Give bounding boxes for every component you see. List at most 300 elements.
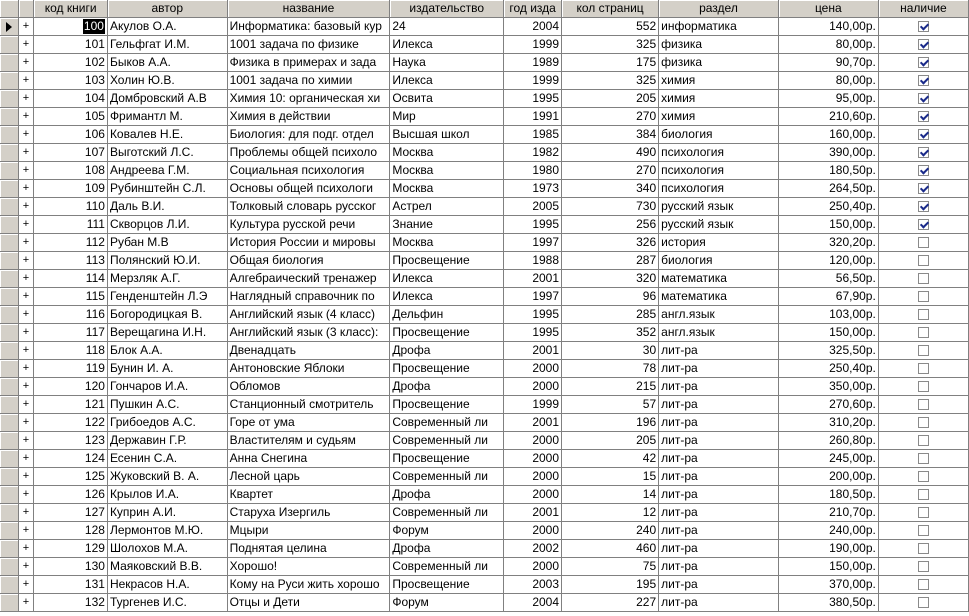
cell-publisher[interactable]: Просвещение xyxy=(390,450,504,468)
cell-publisher[interactable]: Илекса xyxy=(390,72,504,90)
cell-title[interactable]: Антоновские Яблоки xyxy=(228,360,391,378)
availability-checkbox[interactable] xyxy=(918,291,929,302)
cell-author[interactable]: Лермонтов М.Ю. xyxy=(108,522,228,540)
cell-id[interactable] xyxy=(34,576,108,594)
expand-row-button[interactable]: + xyxy=(19,450,35,468)
cell-year[interactable]: 1999 xyxy=(504,36,562,54)
table-row[interactable] xyxy=(0,486,969,504)
cell-publisher[interactable]: Москва xyxy=(390,180,504,198)
table-row[interactable] xyxy=(0,360,969,378)
cell-section[interactable]: англ.язык xyxy=(659,324,779,342)
availability-checkbox[interactable] xyxy=(918,597,929,608)
cell-id[interactable] xyxy=(34,486,108,504)
cell-id[interactable] xyxy=(34,432,108,450)
cell-title[interactable]: Наглядный справочник по xyxy=(228,288,391,306)
cell-title[interactable]: Основы общей психологи xyxy=(228,180,391,198)
cell-price[interactable]: 150,00р. xyxy=(779,558,879,576)
cell-author[interactable]: Фримантл М. xyxy=(108,108,228,126)
cell-title[interactable]: Химия в действии xyxy=(228,108,391,126)
row-selector[interactable] xyxy=(0,342,19,360)
availability-checkbox[interactable] xyxy=(918,111,929,122)
cell-id[interactable] xyxy=(34,414,108,432)
cell-price[interactable]: 310,20р. xyxy=(779,414,879,432)
cell-author[interactable]: Державин Г.Р. xyxy=(108,432,228,450)
cell-id[interactable] xyxy=(34,162,108,180)
cell-publisher[interactable]: Москва xyxy=(390,162,504,180)
cell-year[interactable]: 1997 xyxy=(504,234,562,252)
cell-pages[interactable]: 285 xyxy=(562,306,659,324)
expand-row-button[interactable]: + xyxy=(19,378,35,396)
cell-pages[interactable]: 215 xyxy=(562,378,659,396)
availability-checkbox[interactable] xyxy=(918,219,929,230)
row-selector[interactable] xyxy=(0,72,19,90)
expand-row-button[interactable]: + xyxy=(19,270,35,288)
cell-pages[interactable]: 320 xyxy=(562,270,659,288)
availability-checkbox[interactable] xyxy=(918,93,929,104)
cell-publisher[interactable]: Просвещение xyxy=(390,396,504,414)
cell-year[interactable]: 2003 xyxy=(504,576,562,594)
cell-section[interactable]: лит-ра xyxy=(659,468,779,486)
cell-section[interactable]: лит-ра xyxy=(659,504,779,522)
cell-section[interactable]: физика xyxy=(659,36,779,54)
select-all-corner[interactable] xyxy=(0,0,19,18)
table-row[interactable] xyxy=(0,198,969,216)
cell-author[interactable]: Гончаров И.А. xyxy=(108,378,228,396)
cell-year[interactable]: 1985 xyxy=(504,126,562,144)
cell-year[interactable]: 2000 xyxy=(504,378,562,396)
cell-title[interactable]: Алгебраический тренажер xyxy=(228,270,391,288)
table-row[interactable] xyxy=(0,234,969,252)
row-selector[interactable] xyxy=(0,252,19,270)
cell-publisher[interactable]: 24 xyxy=(390,18,504,36)
availability-checkbox[interactable] xyxy=(918,525,929,536)
cell-pages[interactable]: 352 xyxy=(562,324,659,342)
cell-section[interactable]: химия xyxy=(659,90,779,108)
table-row[interactable] xyxy=(0,378,969,396)
expand-row-button[interactable]: + xyxy=(19,72,35,90)
expand-row-button[interactable]: + xyxy=(19,234,35,252)
cell-title[interactable]: Старуха Изергиль xyxy=(228,504,391,522)
cell-publisher[interactable]: Дрофа xyxy=(390,342,504,360)
cell-title[interactable]: Обломов xyxy=(228,378,391,396)
cell-price[interactable]: 210,70р. xyxy=(779,504,879,522)
cell-year[interactable]: 2004 xyxy=(504,594,562,612)
table-row[interactable] xyxy=(0,540,969,558)
cell-pages[interactable]: 196 xyxy=(562,414,659,432)
table-row[interactable] xyxy=(0,72,969,90)
cell-price[interactable]: 264,50р. xyxy=(779,180,879,198)
cell-title[interactable]: Толковый словарь русског xyxy=(228,198,391,216)
cell-title[interactable]: Горе от ума xyxy=(228,414,391,432)
row-selector[interactable] xyxy=(0,594,19,612)
row-selector[interactable] xyxy=(0,162,19,180)
column-header-publisher[interactable]: издательство xyxy=(390,0,504,18)
cell-publisher[interactable]: Москва xyxy=(390,144,504,162)
cell-author[interactable]: Гельфгат И.М. xyxy=(108,36,228,54)
cell-id[interactable] xyxy=(34,270,108,288)
cell-id[interactable] xyxy=(34,558,108,576)
cell-section[interactable]: лит-ра xyxy=(659,360,779,378)
expand-row-button[interactable]: + xyxy=(19,360,35,378)
cell-author[interactable]: Бунин И. А. xyxy=(108,360,228,378)
cell-publisher[interactable]: Дрофа xyxy=(390,486,504,504)
cell-year[interactable]: 1982 xyxy=(504,144,562,162)
row-selector[interactable] xyxy=(0,576,19,594)
cell-author[interactable]: Генденштейн Л.Э xyxy=(108,288,228,306)
cell-section[interactable]: психология xyxy=(659,180,779,198)
cell-title[interactable]: Поднятая целина xyxy=(228,540,391,558)
cell-year[interactable]: 2001 xyxy=(504,270,562,288)
table-row[interactable] xyxy=(0,342,969,360)
expand-row-button[interactable]: + xyxy=(19,108,35,126)
cell-year[interactable]: 2000 xyxy=(504,360,562,378)
cell-title[interactable]: Общая биология xyxy=(228,252,391,270)
row-selector[interactable] xyxy=(0,432,19,450)
cell-id[interactable] xyxy=(34,468,108,486)
table-row[interactable] xyxy=(0,576,969,594)
cell-price[interactable]: 240,00р. xyxy=(779,522,879,540)
cell-year[interactable]: 2001 xyxy=(504,414,562,432)
cell-year[interactable]: 2005 xyxy=(504,198,562,216)
cell-publisher[interactable]: Просвещение xyxy=(390,252,504,270)
table-row[interactable] xyxy=(0,180,969,198)
expand-row-button[interactable]: + xyxy=(19,180,35,198)
expand-row-button[interactable]: + xyxy=(19,486,35,504)
cell-year[interactable]: 1995 xyxy=(504,306,562,324)
column-header-id[interactable]: код книги xyxy=(34,0,108,18)
availability-checkbox[interactable] xyxy=(918,201,929,212)
cell-year[interactable]: 2000 xyxy=(504,486,562,504)
cell-price[interactable]: 210,60р. xyxy=(779,108,879,126)
cell-id[interactable] xyxy=(34,324,108,342)
cell-year[interactable]: 2000 xyxy=(504,432,562,450)
cell-publisher[interactable]: Илекса xyxy=(390,288,504,306)
table-row[interactable] xyxy=(0,216,969,234)
cell-year[interactable]: 1995 xyxy=(504,324,562,342)
table-row[interactable] xyxy=(0,324,969,342)
availability-checkbox[interactable] xyxy=(918,165,929,176)
cell-year[interactable]: 2000 xyxy=(504,558,562,576)
availability-checkbox[interactable] xyxy=(918,57,929,68)
cell-price[interactable]: 190,00р. xyxy=(779,540,879,558)
cell-pages[interactable]: 227 xyxy=(562,594,659,612)
cell-section[interactable]: история xyxy=(659,234,779,252)
column-header-author[interactable]: автор xyxy=(108,0,228,18)
cell-pages[interactable]: 270 xyxy=(562,108,659,126)
cell-pages[interactable]: 15 xyxy=(562,468,659,486)
cell-pages[interactable]: 340 xyxy=(562,180,659,198)
cell-year[interactable]: 1973 xyxy=(504,180,562,198)
table-row[interactable] xyxy=(0,396,969,414)
cell-publisher[interactable]: Просвещение xyxy=(390,324,504,342)
availability-checkbox[interactable] xyxy=(918,543,929,554)
cell-year[interactable]: 1989 xyxy=(504,54,562,72)
cell-id[interactable] xyxy=(34,144,108,162)
cell-section[interactable]: лит-ра xyxy=(659,522,779,540)
cell-pages[interactable]: 175 xyxy=(562,54,659,72)
availability-checkbox[interactable] xyxy=(918,273,929,284)
cell-title[interactable]: Кому на Руси жить хорошо xyxy=(228,576,391,594)
column-header-year[interactable]: год изда xyxy=(504,0,562,18)
cell-id[interactable] xyxy=(34,594,108,612)
cell-section[interactable]: биология xyxy=(659,126,779,144)
row-selector[interactable] xyxy=(0,198,19,216)
cell-author[interactable]: Холин Ю.В. xyxy=(108,72,228,90)
cell-author[interactable]: Скворцов Л.И. xyxy=(108,216,228,234)
cell-price[interactable]: 180,50р. xyxy=(779,162,879,180)
cell-author[interactable]: Домбровский А.В xyxy=(108,90,228,108)
table-row[interactable] xyxy=(0,468,969,486)
cell-year[interactable]: 2000 xyxy=(504,450,562,468)
cell-author[interactable]: Жуковский В. А. xyxy=(108,468,228,486)
table-row[interactable] xyxy=(0,414,969,432)
cell-publisher[interactable]: Просвещение xyxy=(390,576,504,594)
row-selector[interactable] xyxy=(0,36,19,54)
expand-row-button[interactable]: + xyxy=(19,126,35,144)
cell-author[interactable]: Куприн А.И. xyxy=(108,504,228,522)
row-selector[interactable] xyxy=(0,270,19,288)
expand-row-button[interactable]: + xyxy=(19,288,35,306)
cell-price[interactable]: 370,00р. xyxy=(779,576,879,594)
cell-pages[interactable]: 325 xyxy=(562,36,659,54)
cell-author[interactable]: Андреева Г.М. xyxy=(108,162,228,180)
expand-row-button[interactable]: + xyxy=(19,468,35,486)
cell-id[interactable] xyxy=(34,540,108,558)
row-selector[interactable] xyxy=(0,108,19,126)
cell-title[interactable]: Английский язык (4 класс) xyxy=(228,306,391,324)
cell-publisher[interactable]: Современный ли xyxy=(390,414,504,432)
cell-title[interactable]: 1001 задача по химии xyxy=(228,72,391,90)
cell-year[interactable]: 2001 xyxy=(504,504,562,522)
row-selector[interactable] xyxy=(0,324,19,342)
cell-publisher[interactable]: Форум xyxy=(390,522,504,540)
cell-price[interactable]: 380,50р. xyxy=(779,594,879,612)
cell-pages[interactable]: 730 xyxy=(562,198,659,216)
cell-section[interactable]: лит-ра xyxy=(659,414,779,432)
cell-pages[interactable]: 75 xyxy=(562,558,659,576)
cell-pages[interactable]: 490 xyxy=(562,144,659,162)
cell-section[interactable]: лит-ра xyxy=(659,540,779,558)
cell-title[interactable]: Лесной царь xyxy=(228,468,391,486)
cell-id[interactable] xyxy=(34,504,108,522)
cell-price[interactable]: 67,90р. xyxy=(779,288,879,306)
table-row[interactable] xyxy=(0,144,969,162)
cell-title[interactable]: Химия 10: органическая хи xyxy=(228,90,391,108)
cell-id[interactable] xyxy=(34,198,108,216)
cell-price[interactable]: 200,00р. xyxy=(779,468,879,486)
row-selector[interactable] xyxy=(0,504,19,522)
cell-id[interactable] xyxy=(34,288,108,306)
cell-section[interactable]: лит-ра xyxy=(659,432,779,450)
cell-section[interactable]: биология xyxy=(659,252,779,270)
cell-section[interactable]: физика xyxy=(659,54,779,72)
table-row[interactable] xyxy=(0,252,969,270)
cell-price[interactable]: 270,60р. xyxy=(779,396,879,414)
row-selector[interactable] xyxy=(0,90,19,108)
row-selector[interactable] xyxy=(0,144,19,162)
cell-publisher[interactable]: Высшая школ xyxy=(390,126,504,144)
cell-pages[interactable]: 96 xyxy=(562,288,659,306)
row-selector[interactable] xyxy=(0,288,19,306)
row-selector[interactable] xyxy=(0,126,19,144)
cell-author[interactable]: Акулов О.А. xyxy=(108,18,228,36)
availability-checkbox[interactable] xyxy=(918,489,929,500)
cell-title[interactable]: Информатика: базовый кур xyxy=(228,18,391,36)
cell-section[interactable]: англ.язык xyxy=(659,306,779,324)
cell-pages[interactable]: 270 xyxy=(562,162,659,180)
cell-id[interactable] xyxy=(34,72,108,90)
row-selector[interactable] xyxy=(0,54,19,72)
row-selector[interactable] xyxy=(0,468,19,486)
row-selector[interactable] xyxy=(0,396,19,414)
expand-row-button[interactable]: + xyxy=(19,432,35,450)
cell-author[interactable]: Грибоедов А.С. xyxy=(108,414,228,432)
cell-pages[interactable]: 30 xyxy=(562,342,659,360)
cell-author[interactable]: Выготский Л.С. xyxy=(108,144,228,162)
cell-author[interactable]: Маяковский В.В. xyxy=(108,558,228,576)
availability-checkbox[interactable] xyxy=(918,309,929,320)
cell-section[interactable]: лит-ра xyxy=(659,342,779,360)
cell-price[interactable]: 56,50р. xyxy=(779,270,879,288)
cell-section[interactable]: химия xyxy=(659,108,779,126)
cell-section[interactable]: психология xyxy=(659,144,779,162)
availability-checkbox[interactable] xyxy=(918,75,929,86)
row-selector[interactable] xyxy=(0,540,19,558)
availability-checkbox[interactable] xyxy=(918,381,929,392)
cell-year[interactable]: 1995 xyxy=(504,90,562,108)
expand-row-button[interactable]: + xyxy=(19,540,35,558)
expand-row-button[interactable]: + xyxy=(19,198,35,216)
cell-publisher[interactable]: Просвещение xyxy=(390,360,504,378)
table-row[interactable] xyxy=(0,594,969,612)
cell-publisher[interactable]: Форум xyxy=(390,594,504,612)
cell-author[interactable]: Блок А.А. xyxy=(108,342,228,360)
table-row[interactable] xyxy=(0,18,969,36)
cell-author[interactable]: Крылов И.А. xyxy=(108,486,228,504)
cell-year[interactable]: 1980 xyxy=(504,162,562,180)
cell-price[interactable]: 250,40р. xyxy=(779,198,879,216)
row-selector[interactable] xyxy=(0,180,19,198)
expand-row-button[interactable]: + xyxy=(19,342,35,360)
expand-row-button[interactable]: + xyxy=(19,306,35,324)
cell-title[interactable]: Властителям и судьям xyxy=(228,432,391,450)
cell-title[interactable]: Мцыри xyxy=(228,522,391,540)
cell-author[interactable]: Рубинштейн С.Л. xyxy=(108,180,228,198)
cell-author[interactable]: Быков А.А. xyxy=(108,54,228,72)
cell-publisher[interactable]: Астрел xyxy=(390,198,504,216)
cell-year[interactable]: 1988 xyxy=(504,252,562,270)
row-selector[interactable] xyxy=(0,306,19,324)
expand-row-button[interactable]: + xyxy=(19,216,35,234)
row-selector[interactable] xyxy=(0,234,19,252)
cell-author[interactable]: Мерзляк А.Г. xyxy=(108,270,228,288)
cell-author[interactable]: Есенин С.А. xyxy=(108,450,228,468)
cell-section[interactable]: русский язык xyxy=(659,216,779,234)
table-row[interactable] xyxy=(0,90,969,108)
expand-row-button[interactable]: + xyxy=(19,576,35,594)
table-row[interactable] xyxy=(0,558,969,576)
cell-id[interactable] xyxy=(34,450,108,468)
cell-id[interactable] xyxy=(34,108,108,126)
table-row[interactable] xyxy=(0,522,969,540)
expand-row-button[interactable]: + xyxy=(19,594,35,612)
cell-year[interactable]: 1999 xyxy=(504,396,562,414)
cell-id[interactable] xyxy=(34,360,108,378)
expand-row-button[interactable]: + xyxy=(19,558,35,576)
cell-title[interactable]: Станционный смотритель xyxy=(228,396,391,414)
cell-pages[interactable]: 460 xyxy=(562,540,659,558)
row-selector[interactable] xyxy=(0,378,19,396)
availability-checkbox[interactable] xyxy=(918,129,929,140)
cell-year[interactable]: 1999 xyxy=(504,72,562,90)
cell-section[interactable]: лит-ра xyxy=(659,594,779,612)
cell-author[interactable]: Ковалев Н.Е. xyxy=(108,126,228,144)
availability-checkbox[interactable] xyxy=(918,453,929,464)
expand-row-button[interactable]: + xyxy=(19,36,35,54)
cell-pages[interactable]: 384 xyxy=(562,126,659,144)
cell-author[interactable]: Шолохов М.А. xyxy=(108,540,228,558)
cell-section[interactable]: математика xyxy=(659,288,779,306)
cell-title[interactable]: 1001 задача по физике xyxy=(228,36,391,54)
cell-id[interactable] xyxy=(34,36,108,54)
cell-price[interactable]: 350,00р. xyxy=(779,378,879,396)
cell-pages[interactable]: 552 xyxy=(562,18,659,36)
row-selector[interactable] xyxy=(0,522,19,540)
table-row[interactable] xyxy=(0,36,969,54)
availability-checkbox[interactable] xyxy=(918,579,929,590)
table-row[interactable] xyxy=(0,270,969,288)
column-header-pages[interactable]: кол страниц xyxy=(562,0,659,18)
expand-row-button[interactable]: + xyxy=(19,252,35,270)
cell-pages[interactable]: 14 xyxy=(562,486,659,504)
cell-title[interactable]: Физика в примерах и зада xyxy=(228,54,391,72)
cell-year[interactable]: 1991 xyxy=(504,108,562,126)
cell-pages[interactable]: 42 xyxy=(562,450,659,468)
cell-price[interactable]: 150,00р. xyxy=(779,216,879,234)
row-selector[interactable] xyxy=(0,450,19,468)
cell-title[interactable]: Двенадцать xyxy=(228,342,391,360)
cell-section[interactable]: математика xyxy=(659,270,779,288)
cell-title[interactable]: Английский язык (3 класс): xyxy=(228,324,391,342)
availability-checkbox[interactable] xyxy=(918,561,929,572)
table-row[interactable] xyxy=(0,108,969,126)
availability-checkbox[interactable] xyxy=(918,255,929,266)
row-selector[interactable] xyxy=(0,360,19,378)
cell-author[interactable]: Верещагина И.Н. xyxy=(108,324,228,342)
cell-section[interactable]: русский язык xyxy=(659,198,779,216)
cell-id[interactable] xyxy=(34,18,108,36)
cell-price[interactable]: 95,00р. xyxy=(779,90,879,108)
cell-price[interactable]: 250,40р. xyxy=(779,360,879,378)
availability-checkbox[interactable] xyxy=(918,435,929,446)
column-header-title[interactable]: название xyxy=(228,0,391,18)
cell-id[interactable] xyxy=(34,306,108,324)
expand-row-button[interactable]: + xyxy=(19,504,35,522)
row-selector[interactable] xyxy=(0,558,19,576)
table-row[interactable] xyxy=(0,288,969,306)
cell-pages[interactable]: 205 xyxy=(562,432,659,450)
cell-section[interactable]: лит-ра xyxy=(659,558,779,576)
cell-pages[interactable]: 195 xyxy=(562,576,659,594)
cell-section[interactable]: лит-ра xyxy=(659,486,779,504)
cell-publisher[interactable]: Мир xyxy=(390,108,504,126)
cell-id[interactable] xyxy=(34,234,108,252)
cell-year[interactable]: 1995 xyxy=(504,216,562,234)
cell-price[interactable]: 103,00р. xyxy=(779,306,879,324)
expand-row-button[interactable]: + xyxy=(19,90,35,108)
cell-pages[interactable]: 326 xyxy=(562,234,659,252)
cell-publisher[interactable]: Современный ли xyxy=(390,504,504,522)
